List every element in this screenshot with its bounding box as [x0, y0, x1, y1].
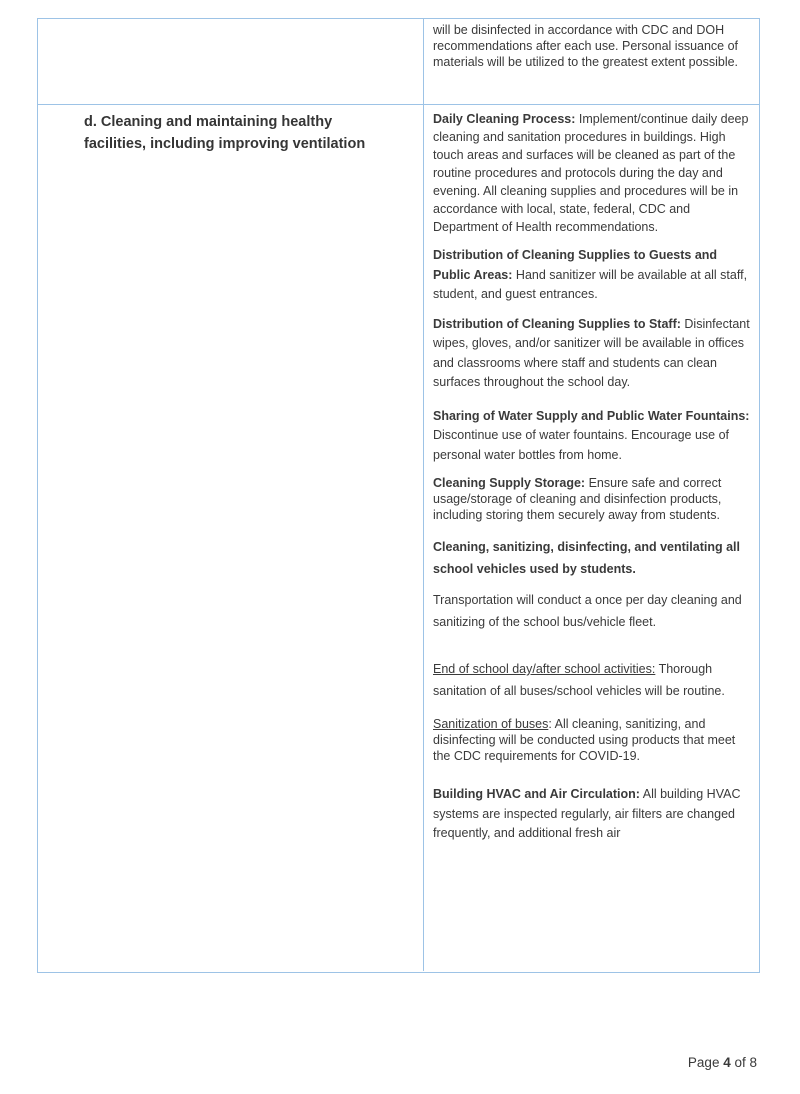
paragraph: End of school day/after school activities: Thorough sanitation of all buses/school vehicles will be routine. [433, 662, 725, 698]
page-number-current: 4 [723, 1055, 731, 1070]
table-cell-details [424, 19, 759, 104]
paragraph: Sanitization of buses: All cleaning, sanitizing, and disinfecting will be conducted using products that meet the CDC requirements for COVID-19. [433, 717, 736, 763]
page-number [688, 1055, 757, 1071]
plan-table [37, 18, 760, 973]
section-heading: d. Cleaning and maintaining healthy facilities, including improving ventilation [84, 114, 366, 152]
paragraph: Daily Cleaning Process: Implement/continue daily deep cleaning and sanitation procedures in buildings. High touch areas and surfaces will be cleaned as part of the routine procedures and protocols during the day and evening. All cleaning supplies and procedures will be in accordance with local, state, federal, CDC and Department of Health recommendations. [433, 112, 749, 234]
paragraph: Transportation will conduct a once per day cleaning and sanitizing of the school bus/vehicle fleet. [433, 593, 742, 629]
paragraph: Building HVAC and Air Circulation: All building HVAC systems are inspected regularly, air filters are changed frequently, and additional fresh air [433, 787, 741, 840]
paragraph-lead: Sanitization of buses [433, 717, 549, 731]
paragraph-lead: Distribution of Cleaning Supplies to Staff: [433, 316, 681, 331]
paragraph-lead: Building HVAC and Air Circulation: [433, 787, 640, 801]
paragraph-lead: Cleaning Supply Storage: [433, 476, 586, 490]
paragraph-lead: Sharing of Water Supply and Public Water Fountains: [433, 408, 750, 423]
paragraph-lead: Cleaning, sanitizing, disinfecting, and ventilating all school vehicles used by students. [433, 540, 740, 576]
paragraph-lead: Distribution of Cleaning Supplies to Guests and Public Areas: [433, 248, 718, 282]
paragraph-lead: Daily Cleaning Process: [433, 112, 576, 126]
table-cell-topic-empty [38, 19, 424, 104]
paragraph: will be disinfected in accordance with CDC and DOH recommendations after each use. Personal issuance of materials will be utilized to the greatest extent possible. [433, 23, 739, 69]
paragraph: Sharing of Water Supply and Public Water Fountains: Discontinue use of water fountains. Encourage use of personal water bottles from home. [433, 408, 750, 462]
table-row-continued [38, 19, 759, 105]
page-number-total: 8 [749, 1055, 757, 1070]
paragraph: Distribution of Cleaning Supplies to Guests and Public Areas: Hand sanitizer will be available at all staff, student, and guest entrances. [433, 248, 748, 301]
table-row-cleaning-facilities [38, 105, 759, 971]
paragraph: Cleaning Supply Storage: Ensure safe and correct usage/storage of cleaning and disinfection products, including storing them securely away from students. [433, 476, 722, 522]
table-cell-details [424, 105, 759, 971]
page-number-middle: of [730, 1055, 750, 1070]
table-cell-topic [38, 105, 424, 971]
paragraph [433, 537, 751, 580]
paragraph-lead: End of school day/after school activities: [433, 662, 656, 676]
paragraph: Distribution of Cleaning Supplies to Staff: Disinfectant wipes, gloves, and/or sanitizer will be available in offices and classrooms where staff and students can clean surfaces throughout the school day. [433, 316, 750, 389]
page-number-prefix: Page [687, 1055, 724, 1070]
